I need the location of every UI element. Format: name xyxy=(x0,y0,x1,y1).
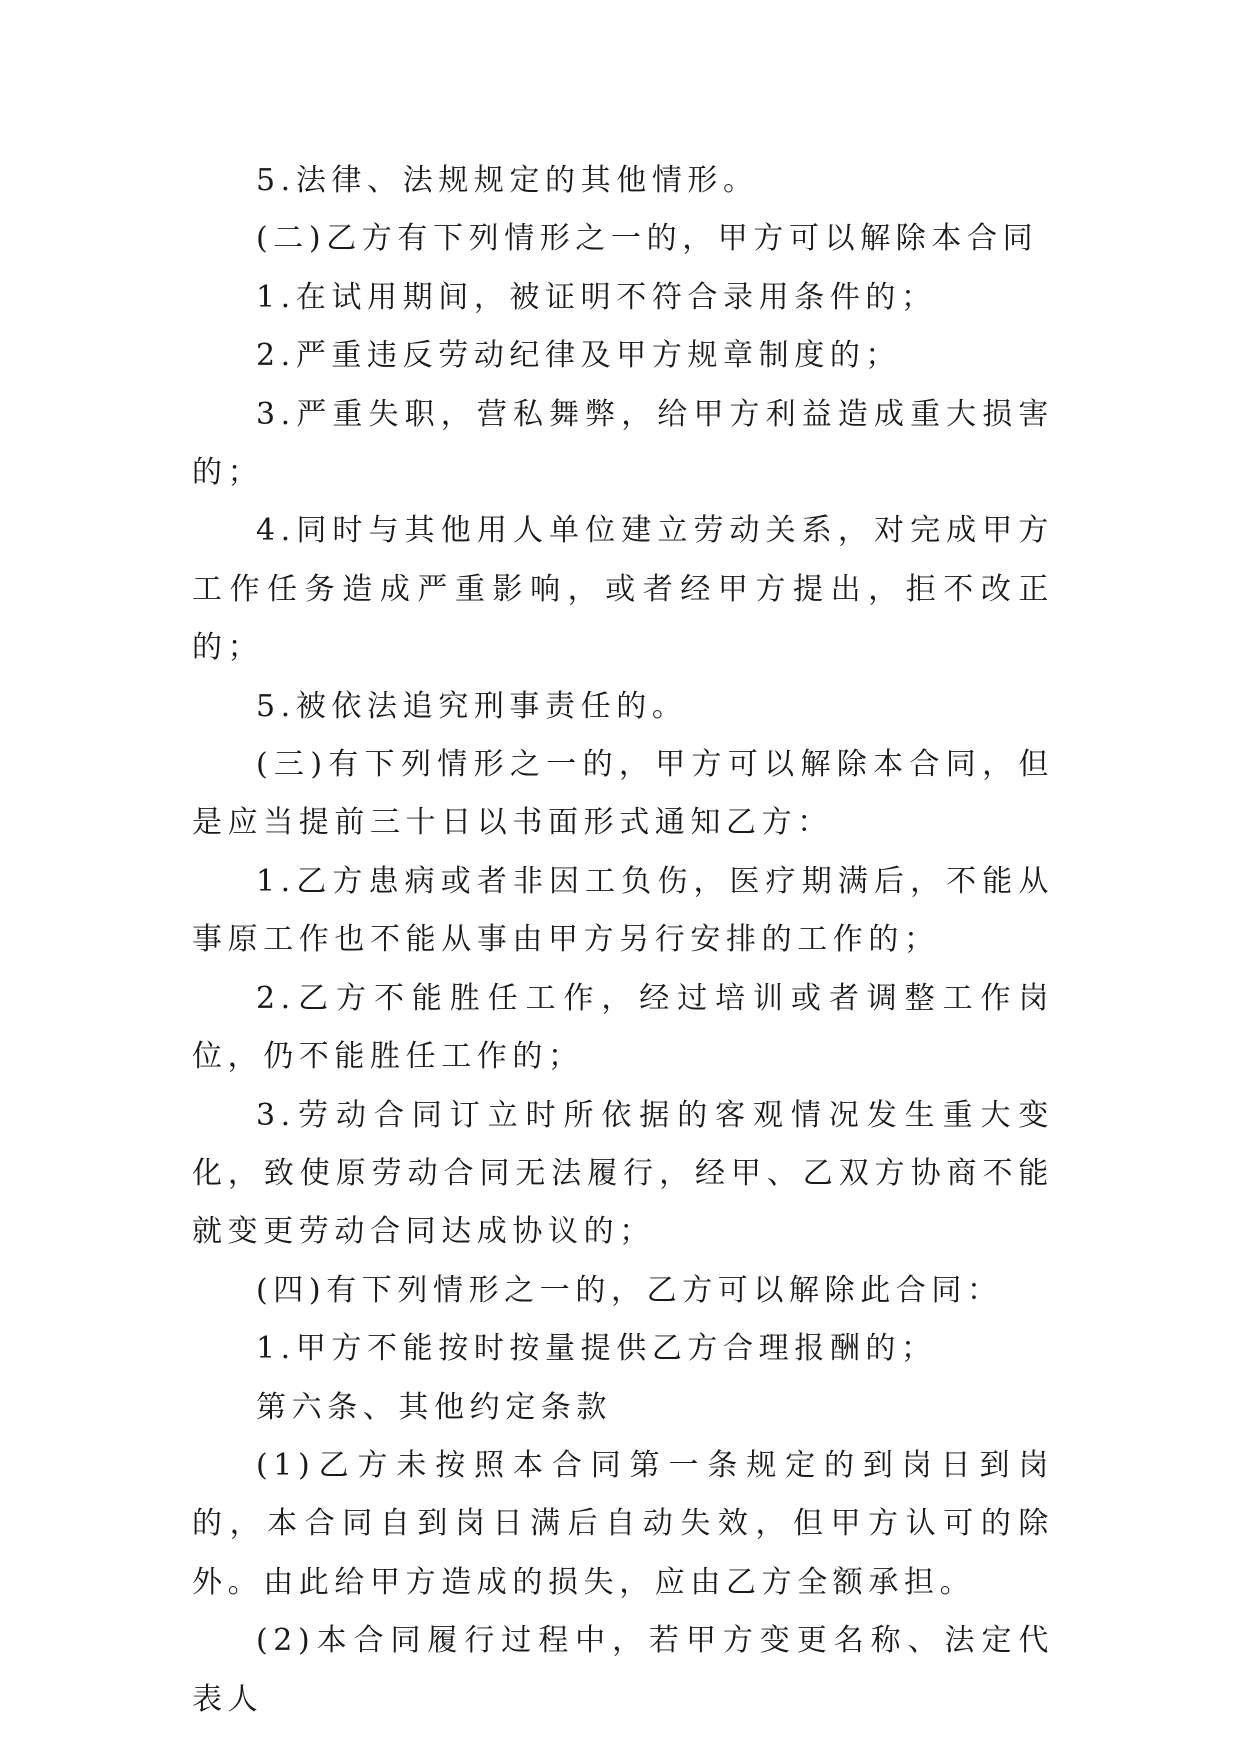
paragraph-illness: 1.乙方患病或者非因工负伤，医疗期满后，不能从事原工作也不能从事由甲方另行安排的工作的； xyxy=(192,863,1054,958)
paragraph-section-three-heading: (三)有下列情形之一的，甲方可以解除本合同，但是应当提前三十日以书面形式通知乙方： xyxy=(192,747,1054,841)
paragraph-criminal: 5.被依法追究刑事责任的。 xyxy=(256,688,688,724)
paragraph-incompetence: 2.乙方不能胜任工作，经过培训或者调整工作岗位，仍不能胜任工作的； xyxy=(192,980,1054,1075)
document-body xyxy=(192,152,1054,1729)
paragraph-dual-employment: 4.同时与其他用人单位建立劳动关系，对完成甲方工作任务造成严重影响，或者经甲方提出，拒不改正的； xyxy=(192,513,1054,666)
paragraph-negligence: 3.严重失职，营私舞弊，给甲方利益造成重大损害的； xyxy=(192,396,1054,491)
paragraph-clause-1: (1)乙方未按照本合同第一条规定的到岗日到岗的，本合同自到岗日满后自动失效，但甲方认可的除外。由此给甲方造成的损失，应由乙方全额承担。 xyxy=(192,1447,1054,1600)
paragraph-termination-other: 5.法律、法规规定的其他情形。 xyxy=(256,163,759,198)
paragraph-discipline: 2.严重违反劳动纪律及甲方规章制度的； xyxy=(256,338,902,374)
paragraph-section-two-heading: (二)乙方有下列情形之一的，甲方可以解除本合同 xyxy=(256,221,1039,257)
paragraph-unpaid: 1.甲方不能按时按量提供乙方合理报酬的； xyxy=(256,1331,937,1367)
paragraph-section-four-heading: (四)有下列情形之一的，乙方可以解除此合同： xyxy=(256,1272,1003,1308)
paragraph-circumstance-change: 3.劳动合同订立时所依据的客观情况发生重大变化，致使原劳动合同无法履行，经甲、乙双方协商不能就变更劳动合同达成协议的； xyxy=(192,1097,1054,1250)
paragraph-probation: 1.在试用期间，被证明不符合录用条件的； xyxy=(256,279,937,315)
paragraph-clause-2: (2)本合同履行过程中，若甲方变更名称、法定代表人 xyxy=(192,1623,1054,1717)
article-six-heading: 第六条、其他约定条款 xyxy=(256,1389,612,1425)
